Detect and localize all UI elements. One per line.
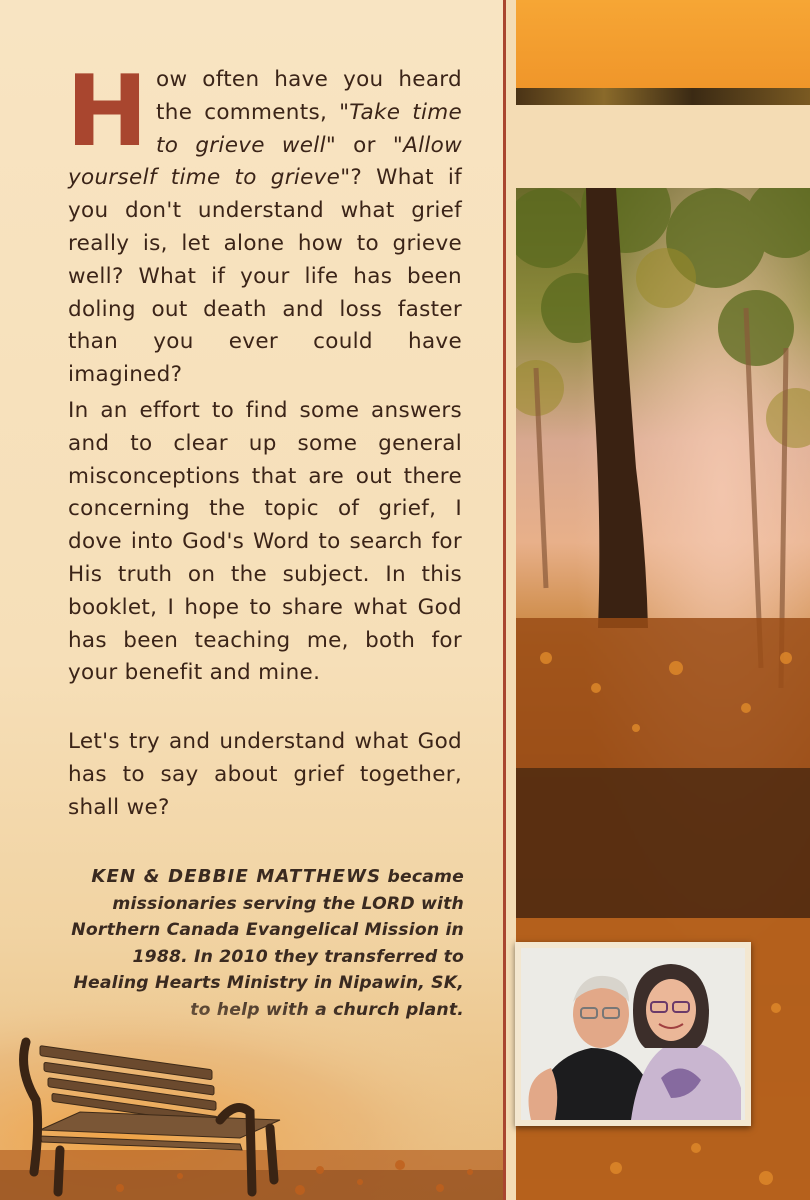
- intro-text-1: ow often have you heard the comments,: [156, 67, 462, 125]
- photo-strip: [516, 88, 810, 105]
- author-bio-text: became missionaries serving the LORD with Northern Canada Evangelical Mission in 1988. In 2010 they transferred to Healing Hearts Ministry in Nipawin, SK,: [71, 867, 464, 993]
- couple-portrait-frame: [515, 942, 751, 1126]
- park-bench-illustration: [0, 1000, 505, 1200]
- intro-text-3: ? What if you don't understand what grief really is, let alone how to grieve well? What if your life has been doling out death and loss faster than you ever could have imagined?: [68, 165, 462, 388]
- couple-portrait-photo: [521, 948, 745, 1120]
- quote-take-time: "Take time to grieve well": [156, 99, 463, 158]
- author-names: KEN & DEBBIE MATTHEWS: [91, 866, 382, 887]
- intro-paragraph: [66, 55, 463, 392]
- drop-cap: H: [66, 55, 149, 169]
- orange-header-bar: [516, 0, 810, 88]
- effort-paragraph: In an effort to find some answers and to clear up some general misconceptions that are out there concerning the topic of grief, I dove into God's Word to search for His truth on the subject. In this booklet, I hope to share what God has been teaching me, both for your benefit and mine.: [68, 398, 462, 686]
- closing-paragraph: Let's try and understand what God has to say about grief together, shall we?: [68, 729, 462, 820]
- intro-text-2: or: [336, 132, 393, 158]
- quote-allow-yourself: "Allow yourself time to grieve": [68, 132, 462, 191]
